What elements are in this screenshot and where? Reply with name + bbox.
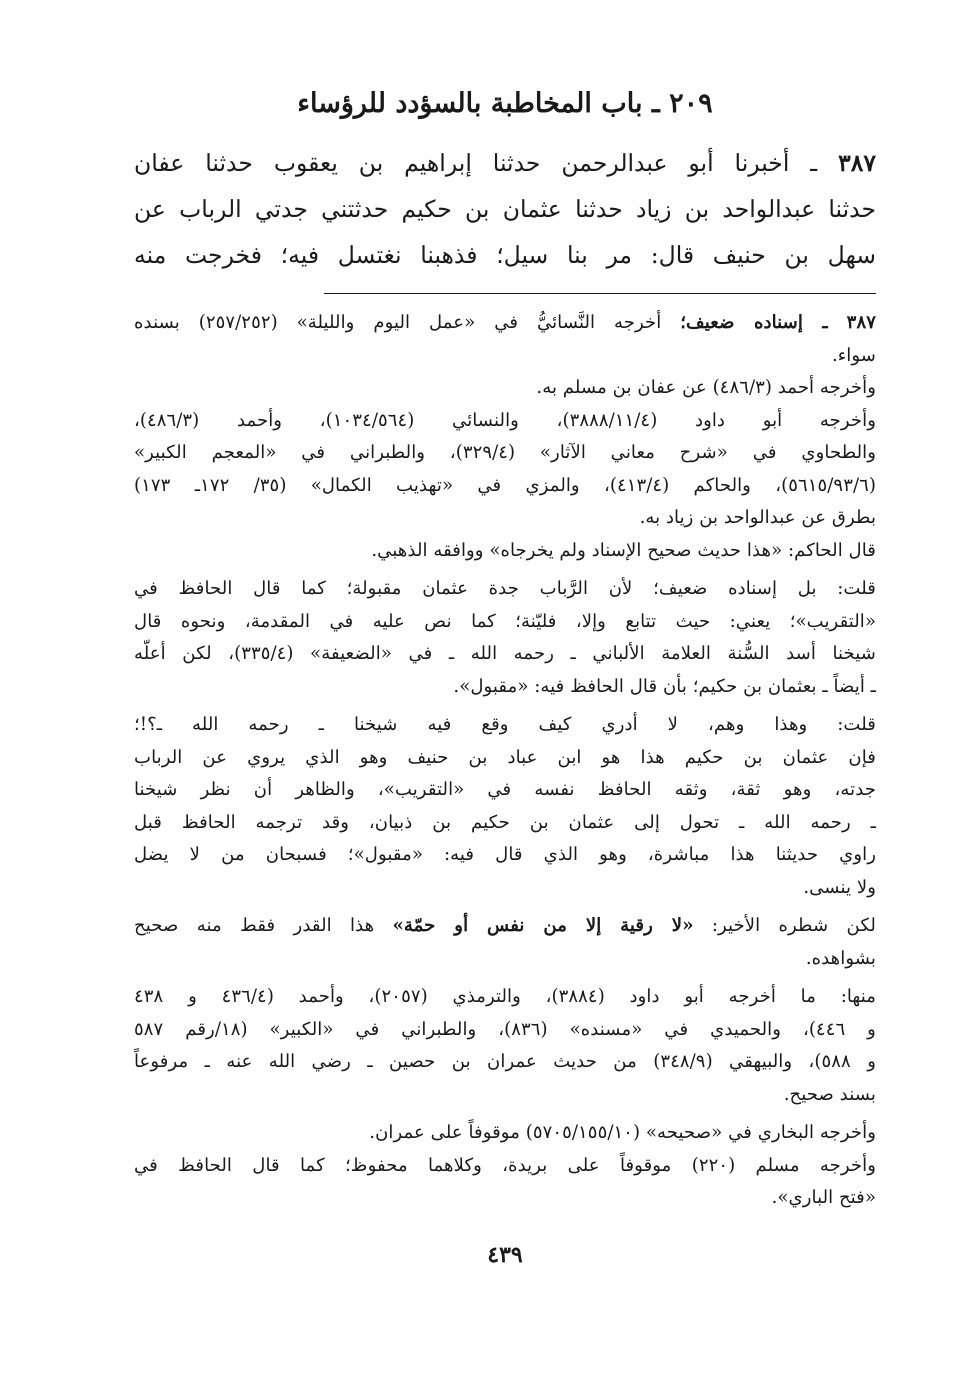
footnote-line: وأخرجه مسلم (٢٢٠) موقوفاً على بريدة، وكلاهما محفوظ؛ كما قال الحافظ في xyxy=(134,1154,877,1176)
footnote-line: وأخرجه أحمد (٤٨٦/٣) عن عفان بن مسلم به. xyxy=(536,377,876,398)
footnote-line: بشواهده. xyxy=(805,947,876,969)
footnote-line: «التقريب»؛ يعني: حيث تتابع وإلا، فليّنة؛ كما نص عليه في المقدمة، ونحوه قال xyxy=(134,610,876,632)
footnote-number: ٣٨٧ xyxy=(846,312,876,333)
footnote-line: فإن عثمان بن حكيم هذا هو ابن عباد بن حنيف وهو الذي يروي عن الرباب xyxy=(134,746,876,768)
footnote-line: و ٤٤٦)، والحميدي في «مسنده» (٨٣٦)، والطبراني في «الكبير» (١٨/رقم ٥٨٧ xyxy=(134,1018,876,1040)
hadith-line: حدثنا عبدالواحد بن زياد حدثنا عثمان بن حكيم حدثتني جدتي الرباب عن xyxy=(134,195,876,223)
footnote-line: وأخرجه البخاري في «صحيحه» (٥٧٠٥/١٥٥/١٠) موقوفاً على عمران. xyxy=(369,1122,876,1143)
footnote-line: بطرق عن عبدالواحد بن زياد به. xyxy=(639,507,876,528)
footnote-line: منها: ما أخرجه أبو داود (٣٨٨٤)، والترمذي (٢٠٥٧)، وأحمد (٤٣٦/٤ و ٤٣٨ xyxy=(134,986,876,1007)
footnote-line: ولا ينسى. xyxy=(803,876,876,898)
footnote-line: قال الحاكم: «هذا حديث صحيح الإسناد ولم يخرجاه» ووافقه الذهبي. xyxy=(371,539,876,561)
footnote-line: بسند صحيح. xyxy=(783,1083,876,1105)
footnote-line: جدته، وهو ثقة، وثقه الحافظ نفسه في «التقريب»، والظاهر أن نظر شيخنا xyxy=(134,779,876,800)
footnote-line: ـ رحمه الله ـ تحول إلى عثمان بن حكيم بن ذبيان، وقد ترجمه الحافظ قبل xyxy=(134,811,876,833)
footnote-line: شيخنا أسد السُّنة العلامة الألباني ـ رحمه الله ـ في «الضعيفة» (٣٣٥/٤)، لكن أعلّه xyxy=(134,643,876,664)
footnote-line: لكن شطره الأخير: «لا رقية إلا من نفس أو حمّة» هذا القدر فقط منه صحيح xyxy=(134,915,876,936)
footnote-verdict: ـ إسناده ضعيف؛ xyxy=(680,312,828,333)
quoted-phrase: «لا رقية إلا من نفس أو حمّة» xyxy=(392,915,694,936)
footnotes xyxy=(134,307,876,1215)
page-number: ٤٣٩ xyxy=(487,1242,523,1268)
footnote-line: وأخرجه أبو داود (٣٨٨٨/١١/٤)، والنسائي (١٠٣٤/٥٦٤)، وأحمد (٤٨٦/٣)، xyxy=(134,409,877,431)
footnote-line: سواء. xyxy=(831,344,876,366)
footnote-line: قلت: بل إسناده ضعيف؛ لأن الرَّباب جدة عثمان مقبولة؛ كما قال الحافظ في xyxy=(134,578,876,599)
hadith-number: ٣٨٧ xyxy=(838,149,876,177)
footnote-line: راوي حديثنا هذا مباشرة، وهو الذي قال فيه: «مقبول»؛ فسبحان من لا يضل xyxy=(134,844,876,865)
hadith-line: سهل بن حنيف قال: مر بنا سيل؛ فذهبنا نغتسل فيه؛ فخرجت منه xyxy=(134,241,876,269)
chapter-title: ٢٠٩ ـ باب المخاطبة بالسؤدد للرؤساء xyxy=(297,88,713,119)
footnote-line: قلت: وهذا وهم، لا أدري كيف وقع فيه شيخنا ـ رحمه الله ـ؟!؛ xyxy=(134,714,876,735)
footnote-line: و ٥٨٨)، والبيهقي (٣٤٨/٩) من حديث عمران بن حصين ـ رضي الله عنه ـ مرفوعاً xyxy=(134,1051,876,1072)
footnote-line: ـ أيضاً ـ بعثمان بن حكيم؛ بأن قال الحافظ فيه: «مقبول». xyxy=(453,675,876,697)
hadith-line: ٣٨٧ ـ أخبرنا أبو عبدالرحمن حدثنا إبراهيم بن يعقوب حدثنا عفان xyxy=(134,149,876,177)
footnote-line: والطحاوي في «شرح معاني الآثار» (٣٢٩/٤)، والطبراني في «المعجم الكبير» xyxy=(134,442,877,463)
hadith-text xyxy=(134,140,876,278)
footnote-line: (٥٦١٥/٩٣/٦)، والحاكم (٤١٣/٤)، والمزي في «تهذيب الكمال» (٣٥/ ١٧٢ـ ١٧٣) xyxy=(134,474,876,496)
footnote-line: «فتح الباري». xyxy=(771,1187,876,1208)
footnote-separator xyxy=(324,293,876,294)
footnote-line: ٣٨٧ ـ إسناده ضعيف؛ أخرجه النَّسائيُّ في «عمل اليوم والليلة» (٢٥٧/٢٥٢) بسنده xyxy=(134,312,876,333)
